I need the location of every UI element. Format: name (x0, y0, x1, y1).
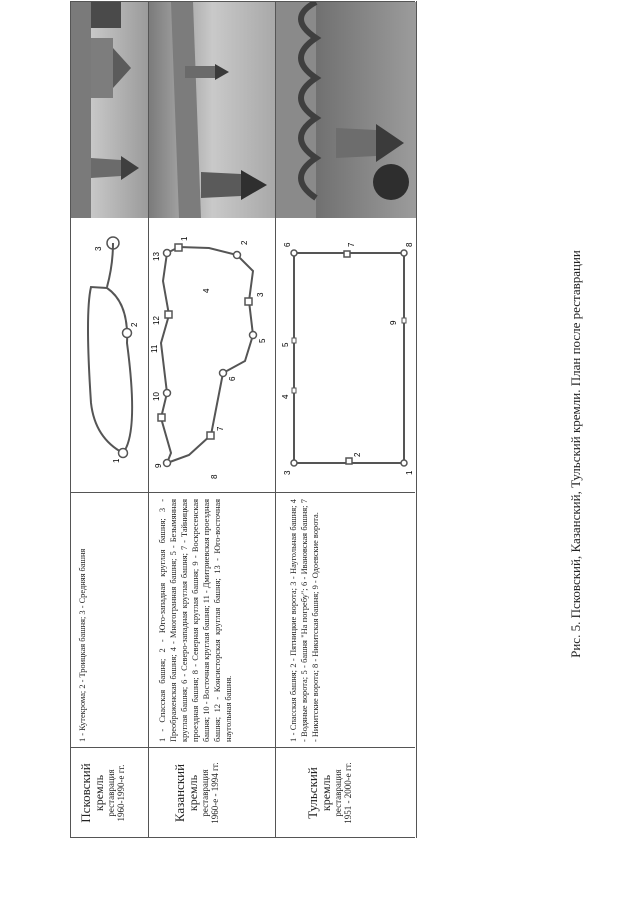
plan-label: 7 (347, 242, 356, 247)
plan-label: 1 (180, 236, 189, 241)
restoration-label: реставрация (106, 769, 116, 817)
plan-label: 8 (210, 474, 219, 479)
tower-marker (207, 432, 214, 439)
gate-marker (346, 458, 352, 464)
tula-wall-outline (294, 253, 404, 463)
table-row-tula (275, 1, 417, 838)
plan-label: 1 (112, 458, 121, 463)
kremlin-word: кремль (92, 774, 106, 812)
restoration-label: реставрация (333, 769, 343, 817)
tower-marker (164, 250, 171, 257)
plan-label: 12 (152, 316, 161, 325)
plan-label: 1 (405, 470, 414, 475)
gate-marker (402, 318, 406, 323)
tower-marker (165, 311, 172, 318)
tower-marker (164, 390, 171, 397)
tower-marker (401, 250, 407, 256)
kremlin-name-cell (149, 748, 276, 838)
kremlin-word: кремль (186, 774, 200, 812)
gate-marker (344, 251, 350, 257)
plan-label: 13 (152, 252, 161, 261)
kremlin-name: Тульский (305, 767, 320, 819)
tula-photo (276, 2, 416, 218)
plan-label: 3 (256, 292, 265, 297)
photo-cell (149, 2, 276, 218)
restoration-period: 1951 - 2000-е гг. (343, 762, 353, 824)
plan-cell (149, 218, 276, 493)
figure-caption: Рис. 5. Псковский, Казанский, Тульский кремли. План после реставрации (568, 250, 583, 658)
plan-label: 3 (94, 246, 103, 251)
restoration-table (70, 1, 415, 838)
plan-label: 4 (202, 288, 211, 293)
plan-label: 4 (281, 394, 290, 399)
kazan-plan (149, 218, 276, 493)
legend-cell (71, 493, 149, 748)
kremlin-name-cell (71, 748, 149, 838)
gate-marker (292, 338, 296, 343)
tower-marker (234, 252, 241, 259)
pskov-wall-outline (88, 287, 132, 453)
plan-label: 5 (281, 342, 290, 347)
kremlin-name: Казанский (172, 763, 187, 823)
photo-cell (276, 2, 416, 218)
tower-marker (250, 332, 257, 339)
tower-marker (291, 460, 297, 466)
legend-text: 1 - Кутекрома; 2 - Троицкая башня; 3 - Средняя башня (78, 548, 87, 742)
plan-label: 9 (389, 320, 398, 325)
plan-label: 2 (130, 322, 139, 327)
kremlin-name: Псковский (78, 763, 93, 823)
kazan-wall-outline (161, 247, 253, 463)
table-row-pskov (70, 1, 149, 838)
tula-plan (276, 218, 416, 493)
tower-marker (401, 460, 407, 466)
tower-marker (119, 449, 128, 458)
plan-cell (71, 218, 149, 493)
plan-label: 11 (150, 344, 159, 353)
plan-label: 10 (152, 392, 161, 401)
pskov-photo (71, 2, 149, 218)
plan-label: 2 (240, 240, 249, 245)
pskov-wall-outline (107, 243, 113, 287)
plan-label: 5 (258, 338, 267, 343)
kremlin-word: кремль (319, 774, 333, 812)
tower-marker (291, 250, 297, 256)
plan-label: 2 (353, 452, 362, 457)
tower-marker (175, 244, 182, 251)
plan-cell (276, 218, 416, 493)
tower-marker (123, 329, 132, 338)
plan-label: 6 (228, 376, 237, 381)
restoration-label: реставрация (200, 769, 210, 817)
plan-label: 7 (216, 426, 225, 431)
pskov-plan (71, 218, 149, 493)
kremlin-name-cell (276, 748, 416, 838)
plan-label: 3 (283, 470, 292, 475)
table-row-kazan (148, 1, 276, 838)
photo-cell (71, 2, 149, 218)
restoration-period: 1960-е - 1994 гг. (210, 762, 220, 824)
tower-marker (220, 370, 227, 377)
plan-label: 8 (405, 242, 414, 247)
tower-marker (164, 460, 171, 467)
legend-cell (149, 493, 276, 748)
restoration-period: 1960-1990-е гг. (116, 764, 126, 822)
legend-text: 1 - Спасская башня; 2 - Пятницкие ворота; 3 - Наугольная башня; 4 - Водяные ворота; 5 - башня "На погребу"; 6 - Ивановская башня; 7 - Никитские ворота; 8 - Никитская башня; 9 - Одоевские ворота. (289, 499, 320, 742)
kazan-photo (149, 2, 276, 218)
legend-cell (276, 493, 416, 748)
legend-text: 1 - Спасская башня; 2 - Юго-западная круглая башня; 3 - Преображенская башня; 4 - Многогранная башня; 5 - Безымянная круглая башня; 6 - Северо-западная круглая башня; 7 - Тайницкая проездная башня; 8 - Северная круглая башня; 9 - Воскресенская башня; 10 - Восточная круглая башня; 11 - Дмитриевская проездная башня; 12 - Консисторская круглая башня; 13 - Юго-восточная наугольная башня. (158, 499, 233, 742)
plan-label: 9 (154, 463, 163, 468)
tower-marker (245, 298, 252, 305)
tower-marker (158, 414, 165, 421)
gate-marker (292, 388, 296, 393)
plan-label: 6 (283, 242, 292, 247)
